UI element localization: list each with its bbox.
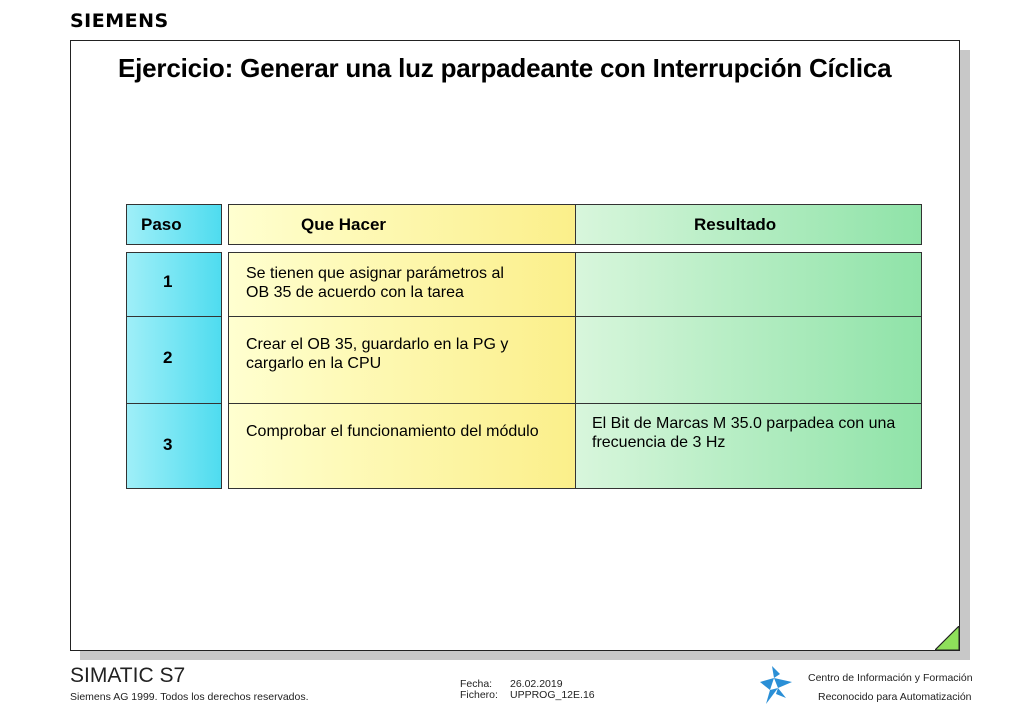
slide-frame	[70, 40, 960, 651]
footer-copyright: Siemens AG 1999. Todos los derechos reservados.	[70, 691, 309, 703]
page-corner-icon	[935, 626, 959, 650]
slide-title: Ejercicio: Generar una luz parpadeante con Interrupción Cíclica	[118, 53, 892, 83]
que-hacer-row-1-line-2: OB 35 de acuerdo con la tarea	[246, 284, 464, 301]
resultado-row-3-line-2: frecuencia de 3 Hz	[592, 434, 726, 451]
fecha-value: 26.02.2019	[510, 678, 563, 690]
que-hacer-row-1	[246, 264, 504, 302]
fecha-label: Fecha:	[460, 678, 493, 690]
siemens-logo: SIEMENS	[70, 10, 169, 32]
footer-center: Centro de Información y Formación	[808, 672, 973, 684]
resultado-row-3	[592, 414, 895, 452]
paso-2: 2	[163, 348, 173, 367]
paso-3: 3	[163, 435, 173, 454]
footer-product: SIMATIC S7	[70, 664, 186, 687]
resultado-column	[575, 252, 922, 489]
footer-recognition: Reconocido para Automatización	[818, 691, 972, 703]
header-que-hacer-label: Que Hacer	[301, 214, 387, 234]
header-que-hacer	[228, 204, 576, 245]
que-hacer-column	[228, 252, 576, 489]
fichero-value: UPPROG_12E.16	[510, 689, 595, 701]
que-hacer-row-3-line-1: Comprobar el funcionamiento del módulo	[246, 423, 539, 440]
que-hacer-row-2-line-1: Crear el OB 35, guardarlo en la PG y	[246, 336, 509, 353]
training-center-icon	[758, 664, 794, 706]
fichero-label: Fichero:	[460, 689, 498, 701]
que-hacer-row-2-line-2: cargarlo en la CPU	[246, 355, 382, 372]
que-hacer-row-1-line-1: Se tienen que asignar parámetros al	[246, 265, 504, 282]
header-paso-label: Paso	[141, 214, 182, 234]
header-resultado	[575, 204, 922, 245]
header-paso	[126, 204, 222, 245]
resultado-row-3-line-1: El Bit de Marcas M 35.0 parpadea con una	[592, 415, 896, 432]
header-resultado-label: Resultado	[694, 214, 777, 234]
que-hacer-row-3	[246, 422, 539, 441]
paso-1: 1	[163, 272, 173, 291]
que-hacer-row-2	[246, 335, 508, 373]
paso-column	[126, 252, 222, 489]
